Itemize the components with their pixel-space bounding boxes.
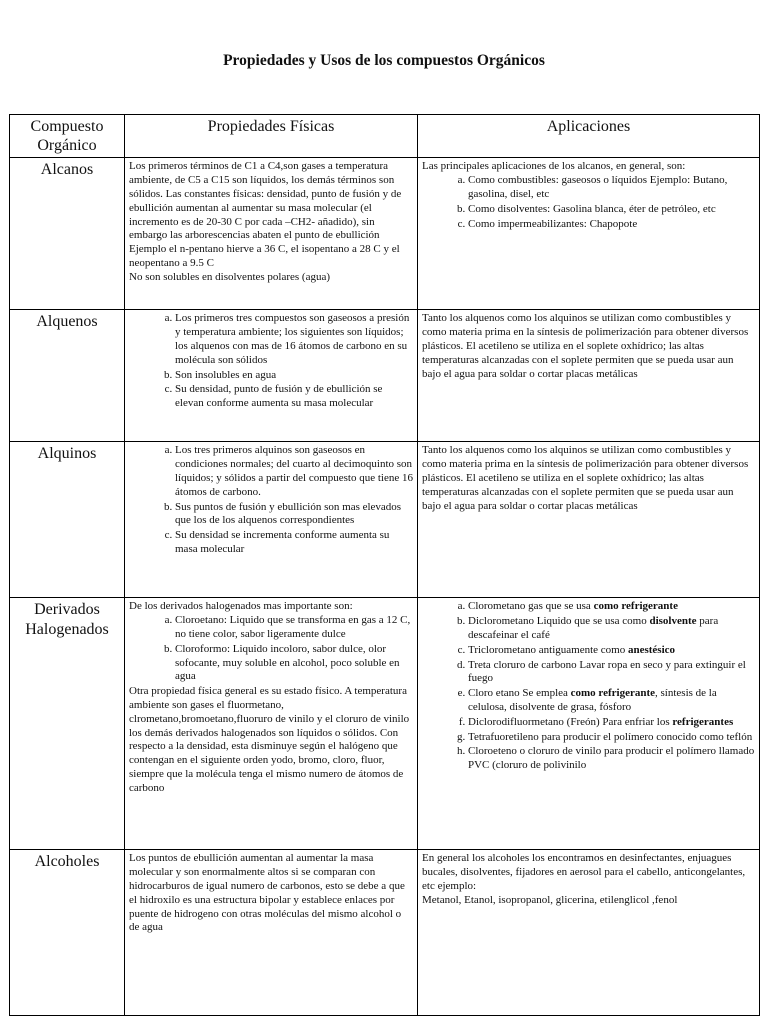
list-item: f. Diclorodifluormetano (Freón) Para enfriar los refrigerantes — [468, 716, 755, 730]
list-item: b. Cloroformo: Liquido incoloro, sabor dulce, olor sofocante, muy soluble en alcohol, poco soluble en agua — [175, 643, 413, 684]
list-item: b. Diclorometano Liquido que se usa como disolvente para descafeinar el café — [468, 615, 755, 643]
list-item: h. Cloroeteno o cloruro de vinilo para producir el polímero llamado PVC (cloruro de polivinilo — [468, 745, 755, 773]
applications-cell — [418, 850, 760, 1016]
applications-cell — [418, 158, 760, 310]
applications-text: Las principales aplicaciones de los alcanos, en general, son: — [422, 160, 686, 173]
header-propiedades: Propiedades Físicas — [125, 115, 418, 158]
list-item: b. Como disolventes: Gasolina blanca, éter de petróleo, etc — [468, 203, 755, 217]
properties-list — [129, 312, 413, 411]
properties-text: No son solubles en disolventes polares (agua) — [129, 270, 331, 283]
compound-name: Alquenos — [10, 310, 125, 442]
header-aplicaciones: Aplicaciones — [418, 115, 760, 158]
list-item: g. Tetrafuoretileno para producir el polímero conocido como teflón — [468, 731, 755, 745]
applications-text: Metanol, Etanol, isopropanol, glicerina, etilenglicol ,fenol — [422, 893, 678, 906]
applications-text: En general los alcoholes los encontramos en desinfectantes, enjuagues bucales, disolventes, fijadores en aerosol para el cabello, anticongelantes, etc ejemplo: — [422, 852, 746, 892]
compound-name: Derivados Halogenados — [10, 598, 125, 850]
properties-text: Los primeros términos de C1 a C4,son gases a temperatura ambiente, de C5 a C15 son líquidos, los demás términos son sólidos. Las constantes físicas: densidad, punto de fusión y de ebullición aumentan al aumentar su masa molecular (el incremento es de 20-30 C por cada –CH2- añadido), sin embargo las arborescencias abaten el punto de ebullición Ejemplo el n-pentano hierve a 36 C, el isopentano a 28 C y el neopentano a 9.5 C — [129, 160, 402, 269]
list-item: a. Como combustibles: gaseosos o líquidos Ejemplo: Butano, gasolina, disel, etc — [468, 174, 755, 202]
table-row-alquenos — [10, 310, 760, 442]
compound-name: Alcoholes — [10, 850, 125, 1016]
properties-list — [129, 444, 413, 556]
list-item: c. Como impermeabilizantes: Chapopote — [468, 218, 755, 232]
table-row-alcoholes — [10, 850, 760, 1016]
properties-list — [129, 614, 413, 684]
compounds-table — [9, 114, 760, 1016]
applications-cell: Tanto los alquenos como los alquinos se utilizan como combustibles y como materia prima en la síntesis de polimerización para obtener diversos plásticos. El acetileno se utiliza en el soplete oxhídrico; las altas temperaturas alcanzadas con el soplete permiten que se pueda usar aun bajo el agua para soldar o cortar placas metálicas — [418, 442, 760, 598]
list-item: a. Los tres primeros alquinos son gaseosos en condiciones normales; del cuarto al decimoquinto son líquidos; y sólidos a partir del compuesto que tiene 16 átomos de carbono. — [175, 444, 413, 499]
compound-name: Alquinos — [10, 442, 125, 598]
properties-cell — [125, 598, 418, 850]
list-item: a. Cloroetano: Liquido que se transforma en gas a 12 C, no tiene color, sabor ligeramente dulce — [175, 614, 413, 642]
list-item: c. Su densidad se incrementa conforme aumenta su masa molecular — [175, 529, 413, 557]
list-item: b. Sus puntos de fusión y ebullición son mas elevados que los de los alquenos correspondientes — [175, 501, 413, 529]
properties-cell: Los puntos de ebullición aumentan al aumentar la masa molecular y son enormalmente altos si se comparan con hidrocarburos de igual numero de carbonos, esto se debe a que el hidroxilo es una estructura bipolar y establece enlaces por puente de hidrogeno con otras moléculas del mismo alcohol o de agua — [125, 850, 418, 1016]
properties-cell — [125, 310, 418, 442]
applications-list — [422, 174, 755, 231]
table-row-derivados — [10, 598, 760, 850]
list-item: b. Son insolubles en agua — [175, 369, 413, 383]
applications-list — [422, 600, 755, 773]
list-item: d. Treta cloruro de carbono Lavar ropa en seco y para extinguir el fuego — [468, 659, 755, 687]
page-title: Propiedades y Usos de los compuestos Orgánicos — [223, 52, 545, 69]
list-item: e. Cloro etano Se emplea como refrigerante, síntesis de la celulosa, disolvente de grasa, fósforo — [468, 687, 755, 715]
header-compuesto: Compuesto Orgánico — [10, 115, 125, 158]
list-item: a. Los primeros tres compuestos son gaseosos a presión y temperatura ambiente; los siguientes son líquidos; los alquenos con mas de 16 átomos de carbono en su molécula son sólidos — [175, 312, 413, 367]
table-header-row — [10, 115, 760, 158]
table-row-alquinos — [10, 442, 760, 598]
properties-text: De los derivados halogenados mas importante son: — [129, 600, 353, 613]
list-item: c. Triclorometano antiguamente como anestésico — [468, 644, 755, 658]
applications-cell — [418, 598, 760, 850]
compound-name: Alcanos — [10, 158, 125, 310]
properties-text: Otra propiedad física general es su estado físico. A temperatura ambiente son gases el fluormetano, clrometano,bromoetano,fluoruro de vinilo y el cloruro de vinilo los demás derivados halogenados son líquidos o sólidos. Con respecto a la densidad, esta disminuye según el halógeno que contengan en el siguiente orden yodo, bromo, cloro, fluor, siempre que la molécula tenga el mismo numero de átomos de carbono — [129, 685, 410, 794]
properties-cell — [125, 442, 418, 598]
applications-cell: Tanto los alquenos como los alquinos se utilizan como combustibles y como materia prima en la síntesis de polimerización para obtener diversos plásticos. El acetileno se utiliza en el soplete oxhídrico; las altas temperaturas alcanzadas con el soplete permiten que se pueda usar aun bajo el agua para soldar o cortar placas metálicas — [418, 310, 760, 442]
properties-cell — [125, 158, 418, 310]
list-item: a. Clorometano gas que se usa como refrigerante — [468, 600, 755, 614]
table-row-alcanos — [10, 158, 760, 310]
list-item: c. Su densidad, punto de fusión y de ebullición se elevan conforme aumenta su masa molecular — [175, 383, 413, 411]
